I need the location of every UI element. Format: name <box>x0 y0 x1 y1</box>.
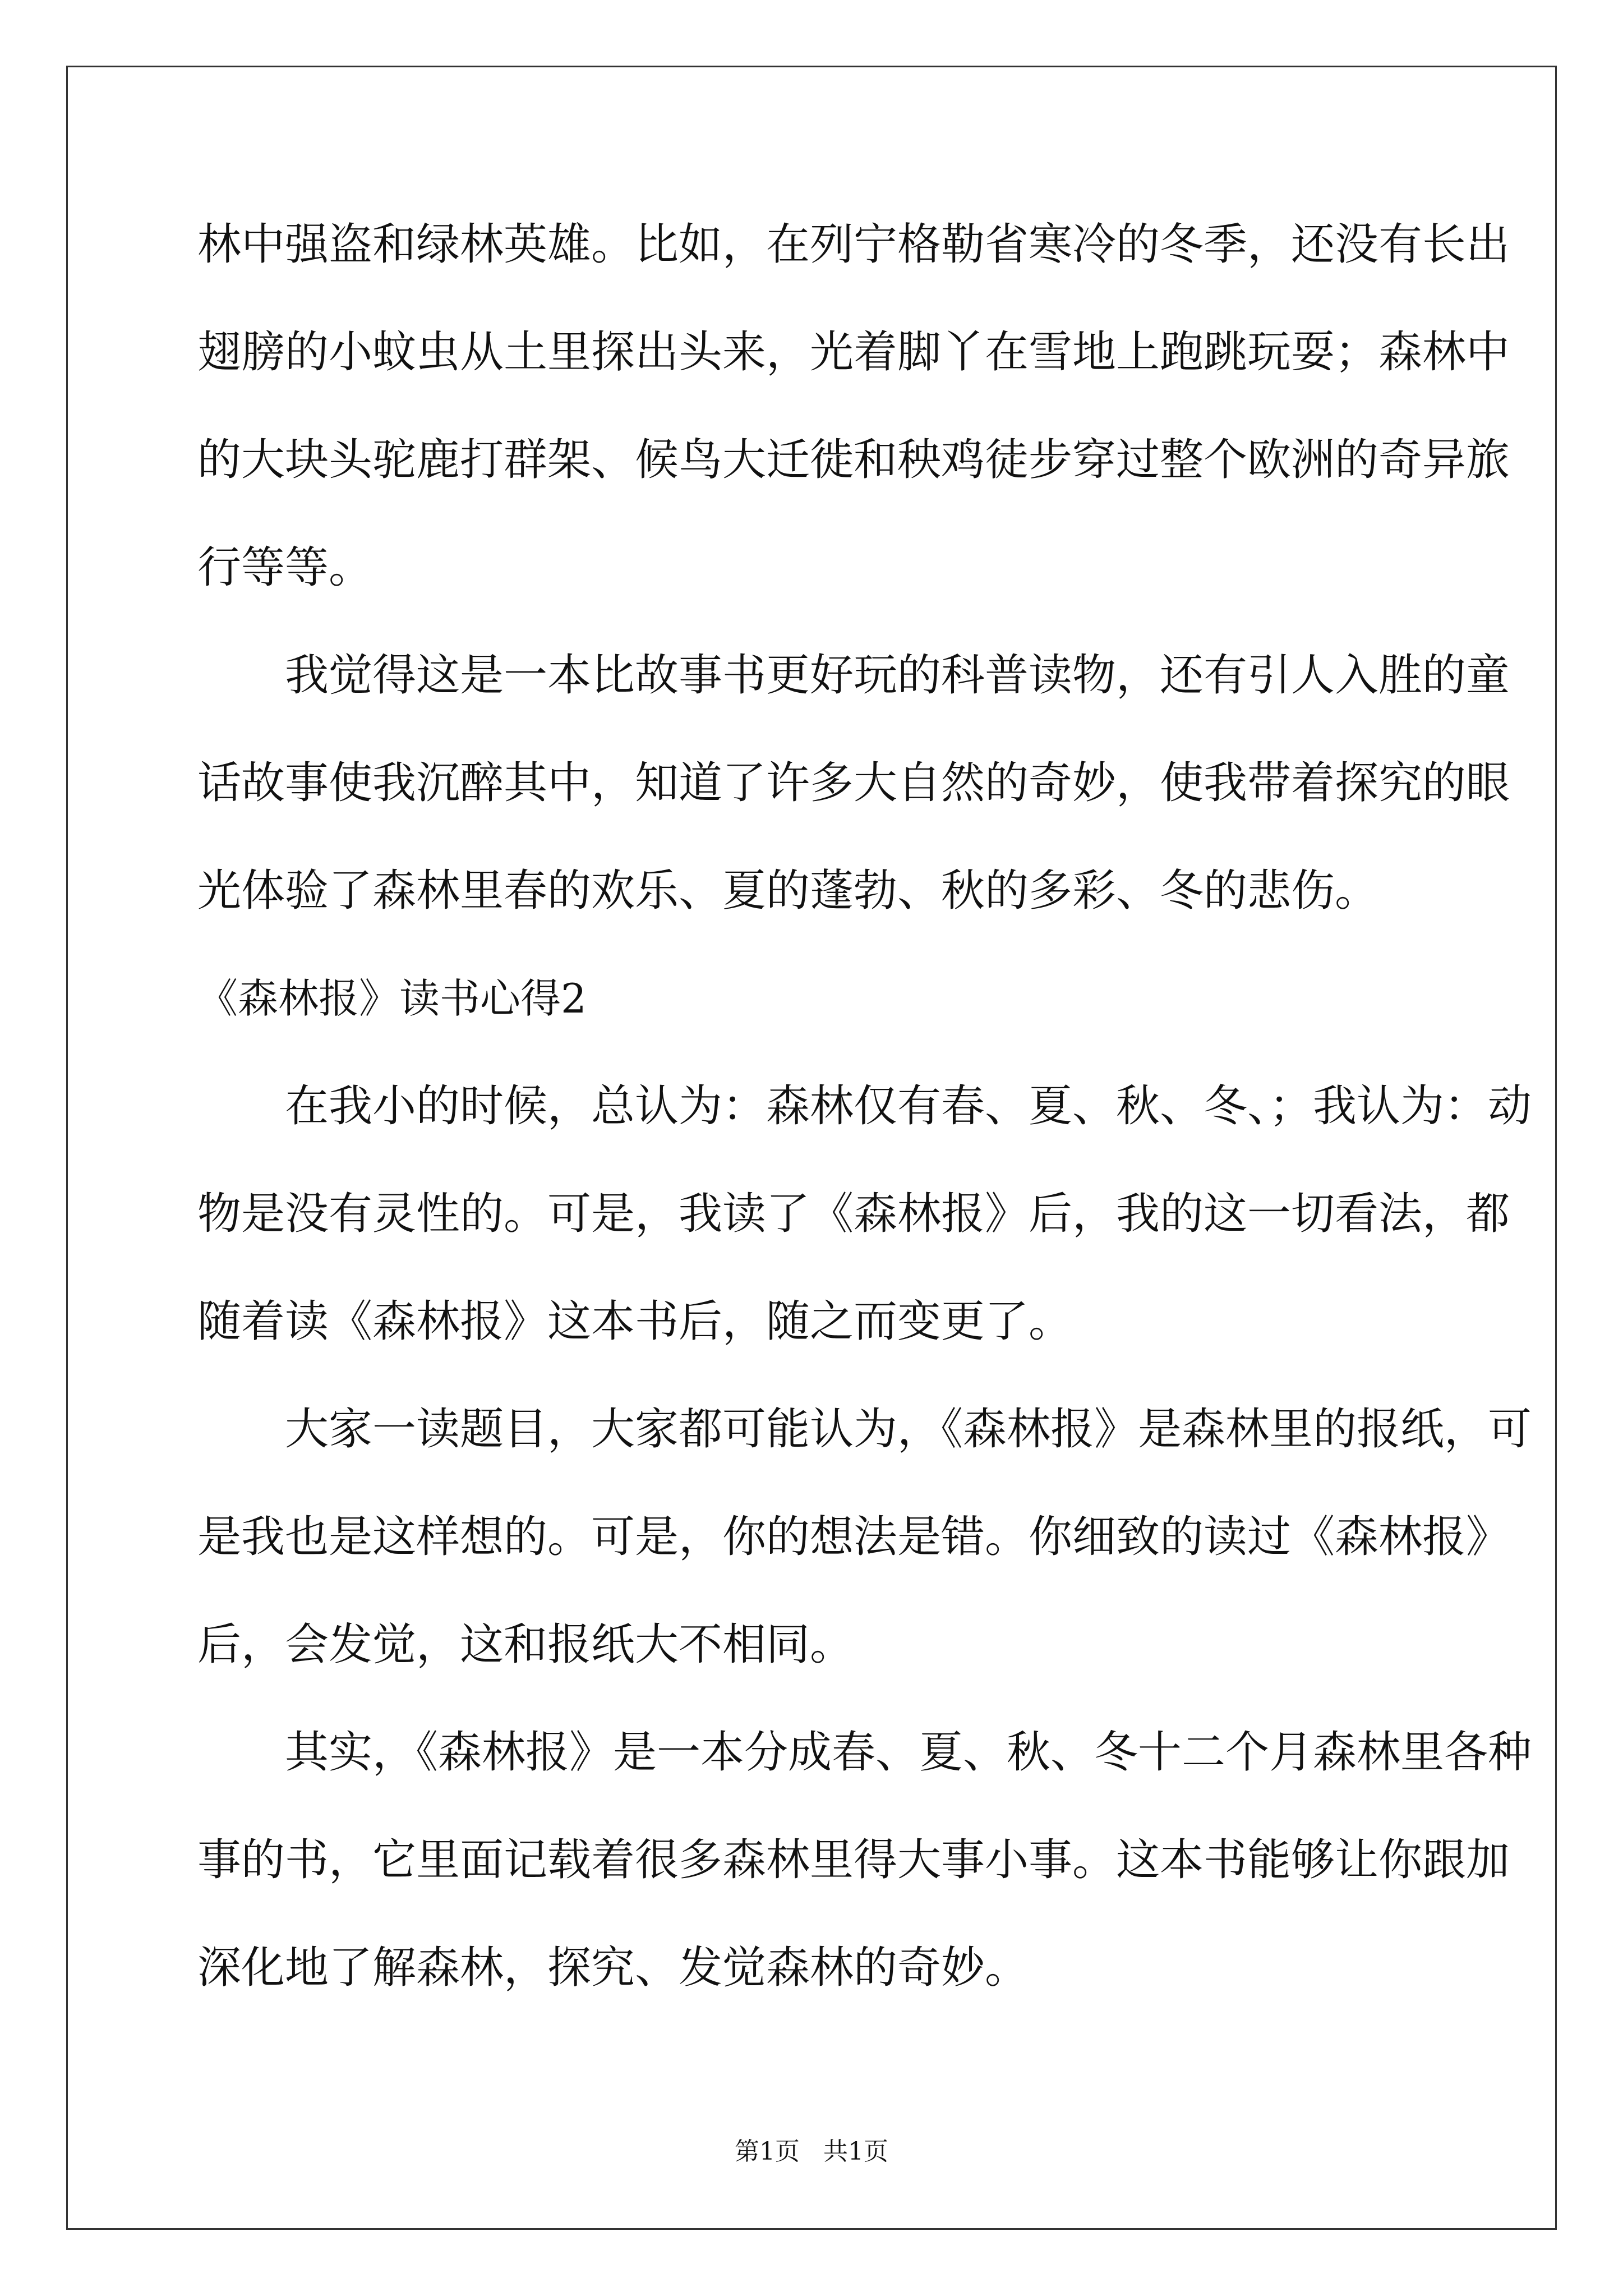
paragraph-line: 是我也是这样想的。可是，你的想法是错。你细致的读过《森林报》 <box>197 1512 1510 1562</box>
page-number: 第1页 <box>735 2137 800 2166</box>
paragraph-line: 的大块头驼鹿打群架、候鸟大迁徙和秧鸡徒步穿过整个欧洲的奇异旅 <box>197 435 1510 485</box>
paragraph-line: 翅膀的小蚊虫从土里探出头来，光着脚丫在雪地上跑跳玩耍；森林中 <box>197 327 1510 378</box>
section-title: 《森林报》读书心得2 <box>197 975 587 1022</box>
paragraph-line: 话故事使我沉醉其中，知道了许多大自然的奇妙，使我带着探究的眼 <box>197 758 1510 808</box>
paragraph-line: 后，会发觉，这和报纸大不相同。 <box>197 1619 854 1670</box>
paragraph-line: 其实，《森林报》是一本分成春、夏、秋、冬十二个月森林里各种 <box>285 1727 1532 1778</box>
paragraph-line: 事的书，它里面记载着很多森林里得大事小事。这本书能够让你跟加 <box>197 1835 1510 1885</box>
page-footer <box>0 2136 1623 2168</box>
paragraph-line: 行等等。 <box>197 542 373 593</box>
paragraph-line: 在我小的时候，总认为：森林仅有春、夏、秋、冬、；我认为：动 <box>285 1081 1532 1131</box>
paragraph-line: 我觉得这是一本比故事书更好玩的科普读物，还有引人入胜的童 <box>285 650 1510 701</box>
page-total: 共1页 <box>823 2137 888 2166</box>
paragraph-line: 随着读《森林报》这本书后，随之而变更了。 <box>197 1296 1073 1347</box>
document-body <box>197 218 1532 1995</box>
paragraph-line: 光体验了森林里春的欢乐、夏的蓬勃、秋的多彩、冬的悲伤。 <box>197 866 1379 916</box>
paragraph-line: 大家一读题目，大家都可能认为，《森林报》是森林里的报纸，可 <box>285 1404 1532 1455</box>
paragraph-line: 林中强盗和绿林英雄。比如，在列宁格勒省寒冷的冬季，还没有长出 <box>197 219 1510 270</box>
paragraph-line: 物是没有灵性的。可是，我读了《森林报》后，我的这一切看法，都 <box>197 1189 1510 1239</box>
paragraph-line: 深化地了解森林，探究、发觉森林的奇妙。 <box>197 1943 1029 1993</box>
